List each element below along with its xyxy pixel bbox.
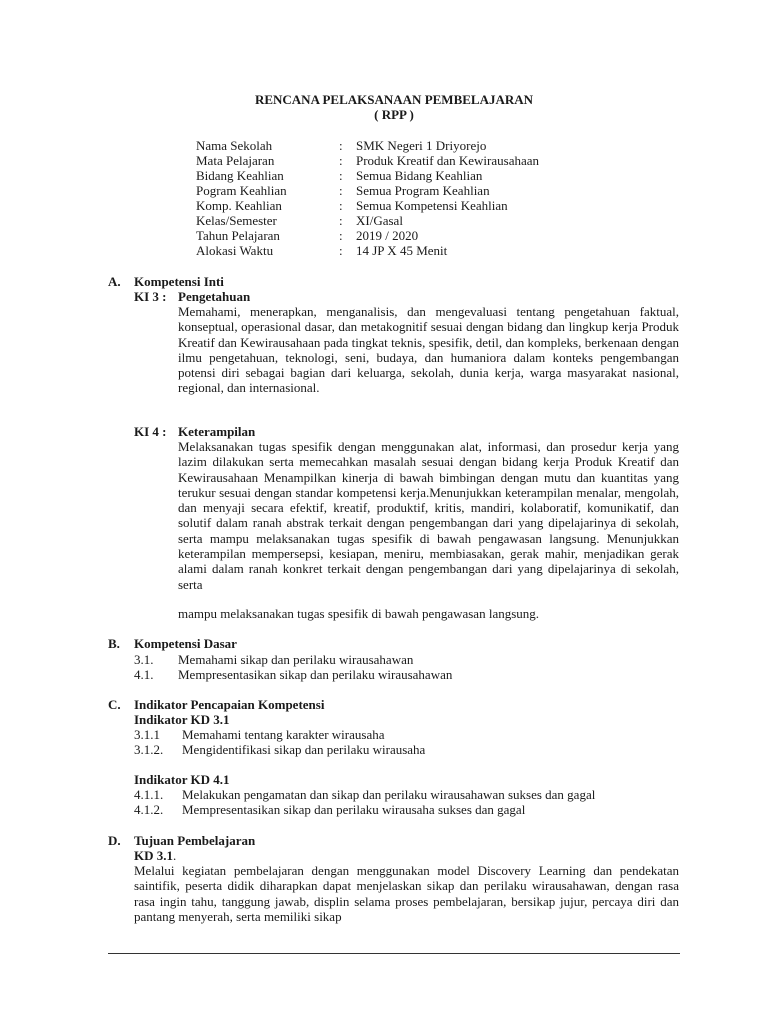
section-c-heading: Indikator Pencapaian Kompetensi [134, 697, 325, 712]
identity-label: Komp. Keahlian [196, 198, 282, 213]
identity-label: Mata Pelajaran [196, 153, 275, 168]
identity-value: XI/Gasal [356, 213, 403, 228]
tujuan-description: Melalui kegiatan pembelajaran dengan menggunakan model Discovery Learning dan pendekatan saintifik, peserta didik diharapkan dapat menjelaskan sikap dan perilaku wirausahawan, dengan rasa rasa ingin tahu, tanggung jawab, displin selama proses pembelajaran, bersikap jujur, percaya diri dan pantang menyerah, serta memiliki sikap [134, 863, 679, 924]
section-a-heading: Kompetensi Inti [134, 274, 224, 289]
indikator-kd41-heading: Indikator KD 4.1 [134, 772, 230, 787]
identity-value: 14 JP X 45 Menit [356, 243, 448, 258]
identity-value: Semua Kompetensi Keahlian [356, 198, 508, 213]
tujuan-kd-dot: . [173, 848, 177, 863]
indikator-number: 3.1.1 [134, 727, 160, 742]
section-a-letter: A. [108, 274, 121, 289]
identity-value: Semua Bidang Keahlian [356, 168, 483, 183]
section-d-letter: D. [108, 833, 121, 848]
indikator-text: Mengidentifikasi sikap dan perilaku wirausaha [182, 742, 426, 757]
indikator-text: Mempresentasikan sikap dan perilaku wirausaha sukses dan gagal [182, 802, 526, 817]
document-title: RENCANA PELAKSANAAN PEMBELAJARAN [254, 92, 534, 107]
identity-label: Nama Sekolah [196, 138, 273, 153]
kd-number: 3.1. [134, 652, 154, 667]
ki4-code: KI 4 : [134, 424, 167, 439]
ki3-name: Pengetahuan [178, 289, 251, 304]
identity-separator: : [339, 168, 343, 183]
identity-label: Kelas/Semester [196, 213, 277, 228]
indikator-number: 3.1.2. [134, 742, 164, 757]
identity-separator: : [339, 183, 343, 198]
identity-value: Semua Program Keahlian [356, 183, 490, 198]
identity-label: Bidang Keahlian [196, 168, 284, 183]
identity-value: Produk Kreatif dan Kewirausahaan [356, 153, 540, 168]
identity-label: Alokasi Waktu [196, 243, 274, 258]
ki3-code: KI 3 : [134, 289, 167, 304]
ki4-name: Keterampilan [178, 424, 256, 439]
section-b-heading: Kompetensi Dasar [134, 636, 237, 651]
tujuan-kd-code: KD 3.1 [134, 848, 173, 863]
indikator-text: Memahami tentang karakter wirausaha [182, 727, 385, 742]
indikator-text: Melakukan pengamatan dan sikap dan perilaku wirausahawan sukses dan gagal [182, 787, 596, 802]
identity-separator: : [339, 198, 343, 213]
ki3-description: Memahami, menerapkan, menganalisis, dan mengevaluasi tentang pengetahuan faktual, konseptual, operasional dasar, dan metakognitif sesuai dengan bidang dan lingkup kerja Produk Kreatif dan Kewirausahaan pada tingkat teknis, spesifik, detil, dan kompleks, berkenaan dengan ilmu pengetahuan, teknologi, seni, budaya, dan humaniora dalam konteks pengembangan potensi diri sebagai bagian dari keluarga, sekolah, dunia kerja, warga masyarakat nasional, regional, dan internasional. [178, 304, 679, 396]
identity-separator: : [339, 138, 343, 153]
identity-label: Pogram Keahlian [196, 183, 287, 198]
kd-text: Memahami sikap dan perilaku wirausahawan [178, 652, 414, 667]
indikator-kd31-heading: Indikator KD 3.1 [134, 712, 230, 727]
ki4-description: Melaksanakan tugas spesifik dengan menggunakan alat, informasi, dan prosedur kerja yang lazim dilakukan serta memecahkan masalah sesuai dengan bidang kerja Produk Kreatif dan Kewirausahaan Menampilkan kinerja di bawah bimbingan dengan mutu dan kuantitas yang terukur sesuai dengan standar kompetensi kerja.Menunjukkan keterampilan menalar, mengolah, dan menyaji secara efektif, kreatif, produktif, kritis, mandiri, kolaboratif, komunikatif, dan solutif dalam ranah abstrak terkait dengan pengembangan dari yang dipelajarinya di sekolah, serta mampu melaksanakan tugas spesifik di bawah pengawasan langsung. Menunjukkan keterampilan mempersepsi, kesiapan, meniru, membiasakan, gerak mahir, menjadikan gerak alami dalam ranah konkret terkait dengan pengembangan dari yang dipelajarinya di sekolah, serta [178, 439, 679, 592]
section-b-letter: B. [108, 636, 120, 651]
identity-value: SMK Negeri 1 Driyorejo [356, 138, 487, 153]
indikator-number: 4.1.2. [134, 802, 164, 817]
section-c-letter: C. [108, 697, 121, 712]
kd-number: 4.1. [134, 667, 154, 682]
tujuan-kd-label [134, 848, 176, 864]
identity-separator: : [339, 243, 343, 258]
ki4-description-last-line: mampu melaksanakan tugas spesifik di bawah pengawasan langsung. [178, 606, 540, 621]
identity-label: Tahun Pelajaran [196, 228, 280, 243]
page-bottom-rule [108, 953, 680, 954]
identity-separator: : [339, 153, 343, 168]
indikator-number: 4.1.1. [134, 787, 164, 802]
identity-separator: : [339, 213, 343, 228]
identity-separator: : [339, 228, 343, 243]
section-d-heading: Tujuan Pembelajaran [134, 833, 256, 848]
kd-text: Mempresentasikan sikap dan perilaku wirausahawan [178, 667, 453, 682]
document-subtitle: ( RPP ) [374, 107, 414, 122]
identity-value: 2019 / 2020 [356, 228, 419, 243]
